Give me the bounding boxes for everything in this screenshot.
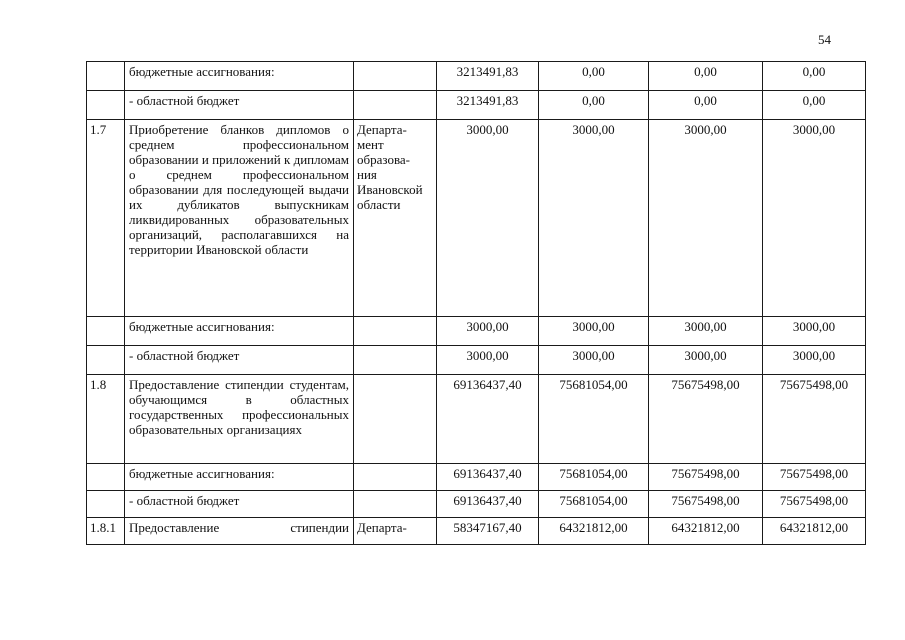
row-responsible: [354, 120, 437, 317]
responsible-line: мент: [357, 137, 384, 152]
table-row: [87, 120, 866, 317]
value-cell: 3000,00: [437, 346, 539, 375]
table-row: [87, 375, 866, 464]
responsible-line: образова-: [357, 152, 411, 167]
page-number: 54: [818, 32, 831, 47]
value-cell: 75675498,00: [763, 464, 866, 491]
responsible-line: ния: [357, 167, 377, 182]
row-index: 1.7: [87, 120, 125, 317]
row-responsible: [354, 518, 437, 545]
table-row: [87, 62, 866, 91]
responsible-line: Ивановской: [357, 182, 423, 197]
value-cell: 3000,00: [649, 120, 763, 317]
value-cell: 3000,00: [539, 120, 649, 317]
value-cell: 0,00: [763, 62, 866, 91]
responsible-line: Департа-: [357, 520, 407, 535]
row-index: [87, 491, 125, 518]
value-cell: 75675498,00: [649, 491, 763, 518]
value-cell: 3000,00: [649, 346, 763, 375]
row-description: Приобретение бланков дипломов о среднем профессиональном образовании и приложений к дипломам о среднем профессиональном образовании для последующей выдачи их дубликатов выпускникам ликвидированных образовательных организаций, располагавшихся на территории Ивановской области: [125, 120, 354, 317]
table-row: [87, 317, 866, 346]
row-index: [87, 62, 125, 91]
value-cell: 64321812,00: [539, 518, 649, 545]
value-cell: 3213491,83: [437, 62, 539, 91]
row-description: - областной бюджет: [125, 491, 354, 518]
value-cell: 3213491,83: [437, 91, 539, 120]
table-row: [87, 518, 866, 545]
value-cell: 3000,00: [539, 346, 649, 375]
value-cell: 3000,00: [763, 346, 866, 375]
row-responsible: [354, 317, 437, 346]
row-responsible: [354, 91, 437, 120]
value-cell: 75681054,00: [539, 375, 649, 464]
budget-table: [86, 61, 866, 545]
row-index: [87, 346, 125, 375]
row-responsible: [354, 375, 437, 464]
value-cell: 75681054,00: [539, 464, 649, 491]
value-cell: 69136437,40: [437, 375, 539, 464]
row-description: бюджетные ассигнования:: [125, 62, 354, 91]
value-cell: 0,00: [763, 91, 866, 120]
row-description: - областной бюджет: [125, 91, 354, 120]
responsible-line: области: [357, 197, 401, 212]
table-row: [87, 346, 866, 375]
value-cell: 3000,00: [763, 317, 866, 346]
row-responsible: [354, 346, 437, 375]
table-row: [87, 91, 866, 120]
row-responsible: [354, 62, 437, 91]
row-index: [87, 91, 125, 120]
value-cell: 75675498,00: [763, 491, 866, 518]
value-cell: 75675498,00: [649, 464, 763, 491]
value-cell: 58347167,40: [437, 518, 539, 545]
responsible-line: Департа-: [357, 122, 407, 137]
value-cell: 0,00: [649, 62, 763, 91]
value-cell: 69136437,40: [437, 491, 539, 518]
value-cell: 75681054,00: [539, 491, 649, 518]
value-cell: 3000,00: [437, 317, 539, 346]
value-cell: 0,00: [649, 91, 763, 120]
row-index: [87, 464, 125, 491]
value-cell: 69136437,40: [437, 464, 539, 491]
value-cell: 75675498,00: [649, 375, 763, 464]
table-row: [87, 464, 866, 491]
row-responsible: [354, 491, 437, 518]
value-cell: 64321812,00: [649, 518, 763, 545]
value-cell: 64321812,00: [763, 518, 866, 545]
value-cell: 3000,00: [437, 120, 539, 317]
row-description: бюджетные ассигнования:: [125, 464, 354, 491]
table-row: [87, 491, 866, 518]
value-cell: 3000,00: [763, 120, 866, 317]
value-cell: 3000,00: [539, 317, 649, 346]
row-responsible: [354, 464, 437, 491]
row-index: [87, 317, 125, 346]
row-description: Предоставление стипендии студентам, обучающимся в областных государственных профессиональных образовательных организациях: [125, 375, 354, 464]
value-cell: 3000,00: [649, 317, 763, 346]
row-index: 1.8: [87, 375, 125, 464]
row-description: - областной бюджет: [125, 346, 354, 375]
value-cell: 75675498,00: [763, 375, 866, 464]
value-cell: 0,00: [539, 91, 649, 120]
value-cell: 0,00: [539, 62, 649, 91]
row-description: Предоставление стипендии: [125, 518, 354, 545]
row-index: 1.8.1: [87, 518, 125, 545]
row-description: бюджетные ассигнования:: [125, 317, 354, 346]
